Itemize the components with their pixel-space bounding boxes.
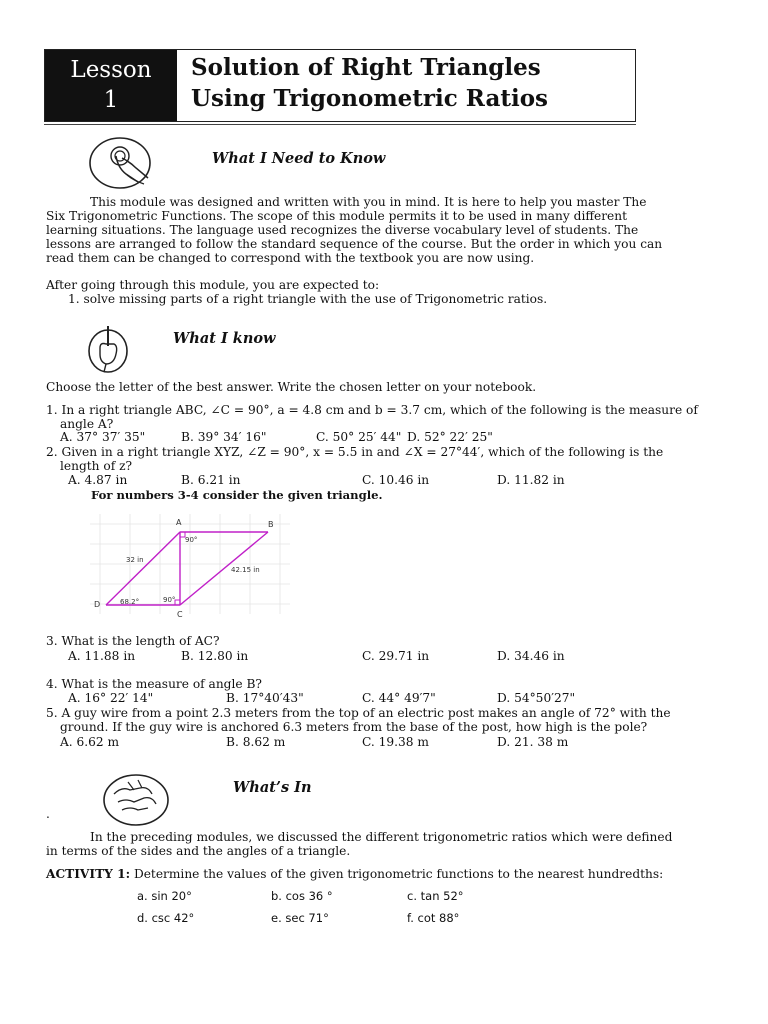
choice-2c: C. 10.46 in — [362, 473, 430, 487]
activity-item-e: e. sec 71° — [271, 911, 329, 925]
raised-hand-pencil-icon — [86, 324, 130, 374]
vertex-label-a: A — [176, 518, 182, 527]
activity-item-d: d. csc 42° — [137, 911, 195, 925]
choice-5b: B. 8.62 m — [226, 735, 286, 749]
choice-3a: A. 11.88 in — [68, 649, 136, 663]
angle-a-label: 90° — [185, 536, 198, 544]
question-4-choices — [0, 691, 768, 705]
lesson-number-box — [45, 50, 177, 121]
choice-2b: B. 6.21 in — [181, 473, 241, 487]
lesson-word: Lesson — [70, 57, 152, 83]
question-5-choices — [0, 735, 768, 749]
side-bc-label: 42.15 in — [231, 566, 260, 574]
question-5: 5. A guy wire from a point 2.3 meters from the top of an electric post makes an angle of 72° with the — [46, 706, 671, 720]
title-line-1: Solution of Right Triangles — [191, 54, 541, 81]
question-5-cont: ground. If the guy wire is anchored 6.3 meters from the base of the post, how high is the pole? — [60, 720, 648, 734]
activity-1 — [46, 867, 663, 881]
choice-2d: D. 11.82 in — [497, 473, 565, 487]
question-2: 2. Given in a right triangle XYZ, ∠Z = 90°, x = 5.5 in and ∠X = 27°44′, which of the following is the — [46, 445, 664, 459]
question-4: 4. What is the measure of angle B? — [46, 677, 262, 691]
choice-3b: B. 12.80 in — [181, 649, 249, 663]
choice-3c: C. 29.71 in — [362, 649, 430, 663]
whats-in-paragraph-cont: in terms of the sides and the angles of a triangle. — [46, 844, 351, 858]
activity-item-f: f. cot 88° — [407, 911, 460, 925]
instructions: Choose the letter of the best answer. Write the chosen letter on your notebook. — [46, 380, 537, 394]
para-line: Six Trigonometric Functions. The scope of this module permits it to be used in many different — [46, 209, 628, 223]
header-divider — [44, 124, 636, 125]
choice-4a: A. 16° 22′ 14" — [68, 691, 154, 705]
choice-4d: D. 54°50′27" — [497, 691, 576, 705]
question-1: 1. In a right triangle ABC, ∠C = 90°, a = 4.8 cm and b = 3.7 cm, which of the following is the measure of — [46, 403, 698, 417]
activity-text: Determine the values of the given trigonometric functions to the nearest hundredths: — [133, 867, 664, 881]
para-line: learning situations. The language used recognizes the diverse vocabulary level of students. The — [46, 223, 639, 237]
activity-items-row-1 — [0, 889, 768, 903]
angle-c-label: 90° — [163, 596, 176, 604]
choice-5d: D. 21. 38 m — [497, 735, 569, 749]
activity-label: ACTIVITY 1: — [46, 867, 131, 881]
question-2-choices — [0, 473, 768, 487]
choice-2a: A. 4.87 in — [68, 473, 128, 487]
vertex-label-d: D — [94, 600, 101, 609]
vertex-label-c: C — [177, 610, 183, 619]
activity-item-c: c. tan 52° — [407, 889, 464, 903]
whats-in-heading: What’s In — [233, 779, 312, 796]
need-to-know-paragraph — [46, 195, 736, 265]
question-3: 3. What is the length of AC? — [46, 634, 220, 648]
choice-1d: D. 52° 22′ 25" — [407, 430, 493, 444]
para-line: This module was designed and written with you in mind. It is here to help you master The — [90, 195, 647, 209]
choice-1c: C. 50° 25′ 44" — [316, 430, 402, 444]
question-3-choices — [0, 649, 768, 663]
side-ad-label: 32 in — [126, 556, 144, 564]
lesson-number: 1 — [103, 87, 119, 113]
choice-1a: A. 37° 37′ 35" — [60, 430, 146, 444]
segment-da — [106, 532, 180, 605]
need-to-know-heading: What I Need to Know — [212, 150, 386, 167]
choice-5a: A. 6.62 m — [60, 735, 120, 749]
choice-4b: B. 17°40′43" — [226, 691, 304, 705]
angle-d-label: 68.2° — [120, 598, 140, 606]
lesson-title — [191, 52, 548, 114]
hand-pointing-icon — [86, 134, 158, 192]
expectations-intro: After going through this module, you are expected to: — [46, 278, 380, 292]
triangle-figure — [90, 514, 290, 624]
question-1-cont: angle A? — [60, 417, 114, 431]
para-line: read them can be changed to correspond with the textbook you are now using. — [46, 251, 535, 265]
choice-1b: B. 39° 34′ 16" — [181, 430, 267, 444]
vertex-label-b: B — [268, 520, 274, 529]
choice-3d: D. 34.46 in — [497, 649, 565, 663]
para-line: lessons are arranged to follow the standard sequence of the course. But the order in which you can — [46, 237, 663, 251]
choice-5c: C. 19.38 m — [362, 735, 429, 749]
question-1-choices — [0, 430, 768, 444]
whats-in-paragraph: In the preceding modules, we discussed the different trigonometric ratios which were defined — [90, 830, 673, 844]
activity-item-a: a. sin 20° — [137, 889, 192, 903]
lesson-header — [44, 49, 636, 122]
objective-item: 1. solve missing parts of a right triangle with the use of Trigonometric ratios. — [68, 292, 548, 306]
question-2-cont: length of z? — [60, 459, 133, 473]
what-i-know-heading: What I know — [173, 330, 276, 347]
title-line-2: Using Trigonometric Ratios — [191, 85, 548, 112]
choice-4c: C. 44° 49′7" — [362, 691, 436, 705]
activity-items-row-2 — [0, 911, 768, 925]
hands-together-icon — [100, 772, 172, 828]
stray-dot: . — [46, 807, 50, 821]
activity-item-b: b. cos 36 ° — [271, 889, 333, 903]
figure-note: For numbers 3-4 consider the given triangle. — [91, 488, 383, 502]
